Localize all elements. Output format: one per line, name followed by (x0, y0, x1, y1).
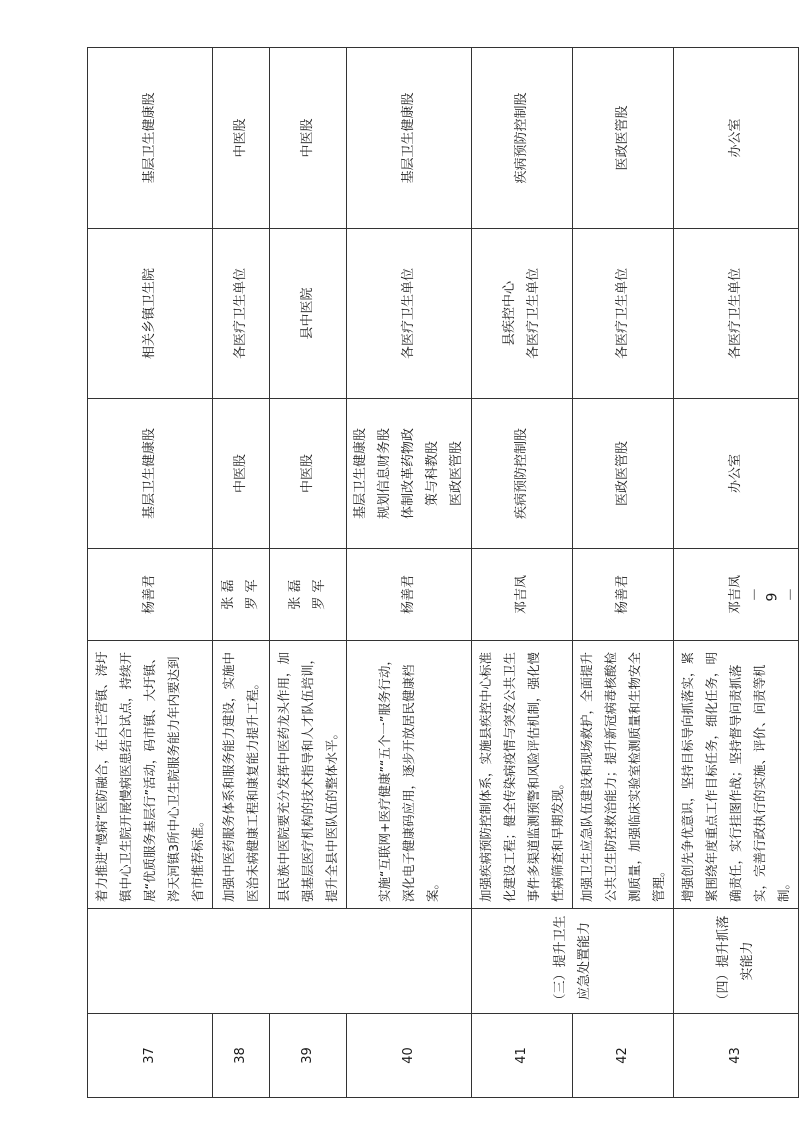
lead-dept-line: 规划信息财务股 (377, 428, 392, 520)
row-number: 38 (213, 1014, 270, 1098)
row-number: 37 (88, 1014, 213, 1098)
task-content: 加强中医药服务体系和服务能力建设，实施中医治未病健康工程和康复能力提升工程。 (213, 641, 270, 909)
supervising-dept-cell (270, 48, 347, 229)
lead-dept-cell (347, 399, 472, 549)
leader-lines (217, 555, 265, 634)
lead-dept-line: 医政医管股 (449, 441, 464, 507)
lead-dept-line: 策与科教股 (425, 441, 440, 507)
leader-line: 杨善君 (615, 575, 630, 615)
page-number: － 9 － (747, 581, 800, 602)
lead-dept-cell (573, 399, 674, 549)
responsible-org-cell (472, 229, 573, 399)
leader-line: 杨善君 (142, 575, 157, 615)
responsible-org-line: 各医疗卫生单位 (233, 268, 248, 360)
leader-lines (611, 555, 635, 634)
lead-dept-lines (724, 405, 748, 542)
task-category: （三）提升卫生应急处置能力 (472, 909, 674, 1014)
supervising-dept-cell (472, 48, 573, 229)
lead-dept-cell (270, 399, 347, 549)
responsible-org-line: 各医疗卫生单位 (728, 268, 743, 360)
leader-lines (284, 555, 332, 634)
responsible-org-lines (397, 235, 421, 392)
supervising-dept-line: 中医股 (300, 118, 315, 158)
responsible-org-cell (347, 229, 472, 399)
leader-lines (397, 555, 421, 634)
supervising-dept-cell (573, 48, 674, 229)
supervising-dept-line: 办公室 (728, 118, 743, 158)
supervising-dept-cell (88, 48, 213, 229)
leader-line: 邓吉凤 (728, 575, 743, 615)
task-category (88, 909, 472, 1014)
responsible-org-line: 各医疗卫生单位 (615, 268, 630, 360)
lead-dept-cell (213, 399, 270, 549)
supervising-dept-lines (510, 54, 534, 222)
supervising-dept-line: 医政医管股 (615, 105, 630, 171)
lead-dept-lines (229, 405, 253, 542)
responsible-org-line: 相关乡镇卫生院 (142, 268, 157, 360)
leader-line: 罗 军 (245, 579, 260, 610)
leader-line: 张 磊 (288, 579, 303, 610)
leader-cell (88, 549, 213, 641)
task-content: 实施“互联网+医疗健康”“五个一”服务行动，深化电子健康码应用，逐步开放居民健康档案。 (347, 641, 472, 909)
supervising-dept-lines (138, 54, 162, 222)
lead-dept-cell (472, 399, 573, 549)
supervising-dept-line: 中医股 (233, 118, 248, 158)
leader-lines (510, 555, 534, 634)
supervising-dept-lines (229, 54, 253, 222)
task-content: 增强创先争优意识，坚持目标导向抓落实，紧紧围绕年度重点工作目标任务，细化任务，明确责任，实行挂图作战；坚持督导问责抓落实，完善行政执行的实施、评价、问责等机制。 (674, 641, 799, 909)
row-number: 41 (472, 1014, 573, 1098)
table-row (472, 48, 573, 1098)
supervising-dept-cell (213, 48, 270, 229)
responsible-org-lines (296, 235, 320, 392)
responsible-org-lines (724, 235, 748, 392)
responsible-org-cell (674, 229, 799, 399)
responsible-org-cell (213, 229, 270, 399)
supervising-dept-line: 基层卫生健康股 (401, 92, 416, 184)
row-number: 43 (674, 1014, 799, 1098)
task-category: （四）提升抓落实能力 (674, 909, 799, 1014)
supervising-dept-lines (611, 54, 635, 222)
task-content: 着力推进“慢病”医防融合，在白芒营镇、涛圩镇中心卫生院开展慢病医患结合试点，持续开展“优质服务基层行”活动，码市镇、大圩镇、涔天河镇3所中心卫生院服务能力年内要达到省市推荐标准。 (88, 641, 213, 909)
responsible-org-line: 县疾控中心 (502, 281, 517, 347)
task-table (87, 47, 799, 1098)
row-number: 40 (347, 1014, 472, 1098)
leader-line: 罗 军 (312, 579, 327, 610)
responsible-org-lines (498, 235, 546, 392)
supervising-dept-lines (724, 54, 748, 222)
responsible-org-cell (270, 229, 347, 399)
responsible-org-line: 各医疗卫生单位 (401, 268, 416, 360)
lead-dept-line: 办公室 (728, 454, 743, 494)
task-content: 加强卫生应急队伍建设和现场救护，全面提升公共卫生防控救治能力；提升新冠病毒核酸检测质量，加强临床实验室检测质量和生物安全管理。 (573, 641, 674, 909)
lead-dept-line: 疾病预防控制股 (514, 428, 529, 520)
lead-dept-lines (138, 405, 162, 542)
responsible-org-cell (573, 229, 674, 399)
supervising-dept-lines (296, 54, 320, 222)
rotated-table-wrapper (87, 48, 791, 1098)
task-content: 加强疾病预防控制体系，实施县疾控中心标准化建设工程；健全传染病疫情与突发公共卫生事件多渠道监测预警和风险评估机制，强化慢性病筛查和早期发现。 (472, 641, 573, 909)
lead-dept-lines (611, 405, 635, 542)
lead-dept-lines (510, 405, 534, 542)
leader-line: 杨善君 (401, 575, 416, 615)
responsible-org-lines (611, 235, 635, 392)
lead-dept-line: 医政医管股 (615, 441, 630, 507)
lead-dept-line: 中医股 (233, 454, 248, 494)
leader-cell (472, 549, 573, 641)
lead-dept-line: 中医股 (300, 454, 315, 494)
supervising-dept-lines (397, 54, 421, 222)
task-content: 县民族中医院要充分发挥中医药龙头作用，加强基层医疗机构的技术指导和人才队伍培训，提升全县中医队伍的整体水平。 (270, 641, 347, 909)
responsible-org-cell (88, 229, 213, 399)
lead-dept-line: 体制改革药物政 (401, 428, 416, 520)
lead-dept-lines (349, 405, 469, 542)
leader-cell (270, 549, 347, 641)
responsible-org-lines (138, 235, 162, 392)
leader-cell (213, 549, 270, 641)
supervising-dept-line: 疾病预防控制股 (514, 92, 529, 184)
lead-dept-line: 基层卫生健康股 (142, 428, 157, 520)
lead-dept-cell (674, 399, 799, 549)
leader-cell (573, 549, 674, 641)
table-row (88, 48, 213, 1098)
responsible-org-line: 各医疗卫生单位 (526, 268, 541, 360)
lead-dept-line: 基层卫生健康股 (353, 428, 368, 520)
row-number: 42 (573, 1014, 674, 1098)
leader-lines (138, 555, 162, 634)
supervising-dept-line: 基层卫生健康股 (142, 92, 157, 184)
responsible-org-line: 县中医院 (300, 287, 315, 340)
lead-dept-cell (88, 399, 213, 549)
lead-dept-lines (296, 405, 320, 542)
responsible-org-lines (229, 235, 253, 392)
leader-line: 张 磊 (221, 579, 236, 610)
leader-line: 邓吉凤 (514, 575, 529, 615)
supervising-dept-cell (674, 48, 799, 229)
leader-cell (347, 549, 472, 641)
row-number: 39 (270, 1014, 347, 1098)
supervising-dept-cell (347, 48, 472, 229)
